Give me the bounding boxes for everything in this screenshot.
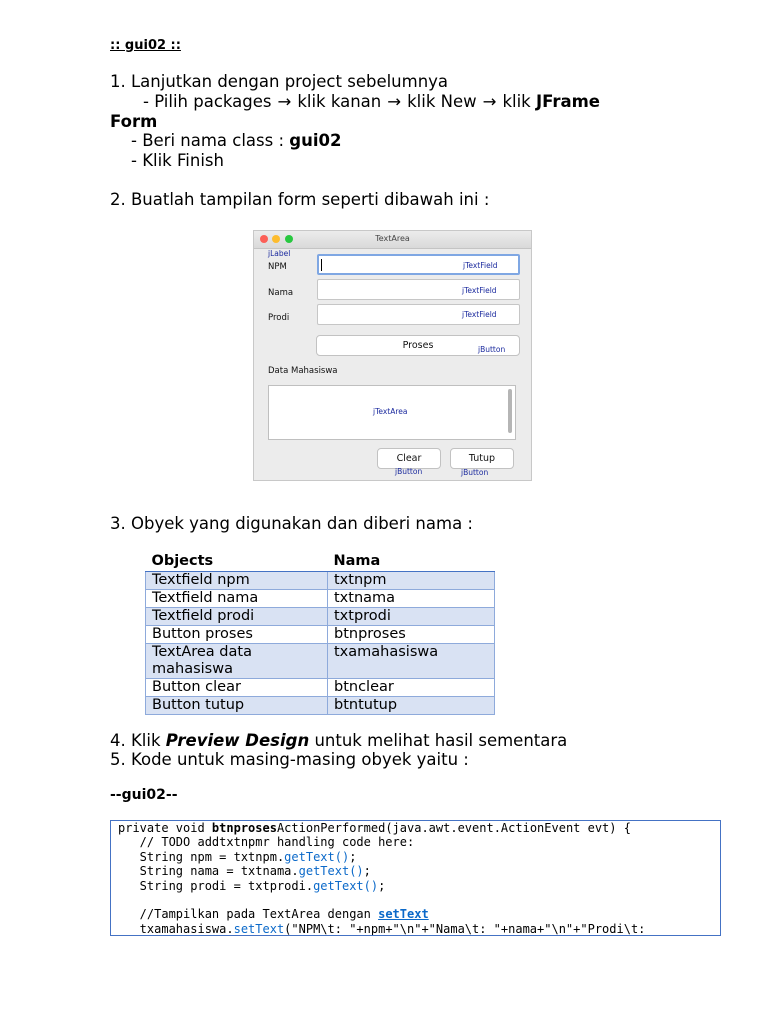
proses-button[interactable] [316,335,520,356]
table-row [146,679,495,697]
table-row [146,572,495,590]
arrow-right-icon: → [277,92,292,111]
step4-text [110,731,567,751]
code-blank-line [118,893,720,907]
jbutton-hint: jButton [478,345,506,354]
code-method-call: getText() [298,864,364,879]
code-text: ; [349,849,357,864]
code-line [118,907,720,921]
code-title: --gui02-- [110,787,178,803]
nama-header: Nama [328,551,495,572]
jtextfield-hint: jTextField [462,310,497,319]
code-method-call: setText [233,921,285,936]
step1-jframe-bold: JFrame [535,92,600,111]
step5-text: 5. Kode untuk masing-masing obyek yaitu : [110,750,469,769]
table-cell: Button proses [146,626,328,644]
step4-suffix: untuk melihat hasil sementara [314,731,568,750]
clear-button[interactable]: Clear [377,448,441,469]
code-block [110,820,721,936]
step3-text: 3. Obyek yang digunakan dan diberi nama : [110,514,473,533]
step1-form-bold: Form [110,112,158,131]
code-text: //Tampilkan pada TextArea dengan [118,907,379,922]
code-line [118,864,720,878]
objects-header: Objects [146,551,328,572]
step1-line2 [143,92,600,112]
code-text: String prodi = txtprodi. [118,878,314,893]
table-cell: btnproses [328,626,495,644]
step1-line3 [110,112,157,132]
nama-label: Nama [268,288,294,298]
code-method-name: btnproses [211,821,277,835]
form-preview-window [253,230,532,481]
proses-button-label: Proses [402,340,434,351]
code-text: ActionPerformed(java.awt.event.ActionEvent evt) { [276,821,631,835]
code-text: String nama = txtnama. [118,864,299,879]
table-cell: Textfield npm [146,572,328,590]
code-text: String npm = txtnpm. [118,849,285,864]
table-cell: txamahasiswa [328,644,495,679]
step4-prefix: 4. Klik [110,731,161,750]
jlabel-hint: jLabel [268,249,291,258]
jtextfield-hint: jTextField [463,261,498,270]
code-text: txamahasiswa. [118,921,234,936]
textarea-scrollbar[interactable] [508,389,512,433]
prodi-label: Prodi [268,313,290,323]
preview-design-bold: Preview Design [165,731,310,750]
step2-text: 2. Buatlah tampilan form seperti dibawah ini : [110,190,490,209]
step1-line4-prefix: - Beri nama class : [131,131,285,150]
table-cell: Textfield nama [146,590,328,608]
code-method-call: getText() [313,878,379,893]
code-method-call: getText() [284,849,350,864]
settext-link[interactable]: setText [378,907,429,922]
code-line [118,850,720,864]
code-line [118,821,720,835]
arrow-right-icon: → [482,92,497,111]
jbutton-hint: jButton [461,468,489,477]
arrow-right-icon: → [387,92,402,111]
table-cell: Button clear [146,679,328,697]
window-title: TextArea [375,234,410,243]
tutup-button[interactable]: Tutup [450,448,514,469]
step1-line2-mid2: klik New [407,92,477,111]
objects-table [145,551,495,715]
code-text: private void [118,821,212,835]
code-text: ; [363,864,371,879]
data-mahasiswa-label: Data Mahasiswa [268,366,338,376]
table-cell: txtnama [328,590,495,608]
table-row [146,608,495,626]
table-cell: Textfield prodi [146,608,328,626]
step1-line2-mid3: klik [502,92,531,111]
code-line [118,922,720,936]
table-row [146,626,495,644]
table-row [146,644,495,679]
class-name-bold: gui02 [289,131,342,150]
step1-line4 [131,131,341,151]
npm-textfield[interactable] [317,254,520,275]
table-cell: txtprodi [328,608,495,626]
table-row [146,697,495,715]
table-cell: TextArea data mahasiswa [146,644,328,679]
step1-line5: - Klik Finish [131,151,224,170]
code-text: ; [378,878,386,893]
table-cell: btntutup [328,697,495,715]
window-titlebar [254,231,531,249]
nama-textfield[interactable] [317,279,520,300]
step1-line1: 1. Lanjutkan dengan project sebelumnya [110,72,449,91]
table-cell: txtnpm [328,572,495,590]
prodi-textfield[interactable] [317,304,520,325]
code-line [118,879,720,893]
code-text: ("NPM\t: "+npm+"\n"+"Nama\t: "+nama+"\n"+"Prodi\t: [284,921,646,936]
jtextfield-hint: jTextField [462,286,497,295]
mahasiswa-textarea[interactable] [268,385,516,440]
jbutton-hint: jButton [395,467,423,476]
step1-line2-prefix: - Pilih packages [143,92,272,111]
jtextarea-hint: jTextArea [373,407,408,416]
code-line: // TODO addtxtnpmr handling code here: [118,835,415,850]
text-caret [321,259,322,271]
npm-label: NPM [268,262,287,272]
table-row [146,590,495,608]
table-cell: btnclear [328,679,495,697]
step1-line2-mid1: klik kanan [297,92,382,111]
table-cell: Button tutup [146,697,328,715]
document-heading: :: gui02 :: [110,38,181,53]
